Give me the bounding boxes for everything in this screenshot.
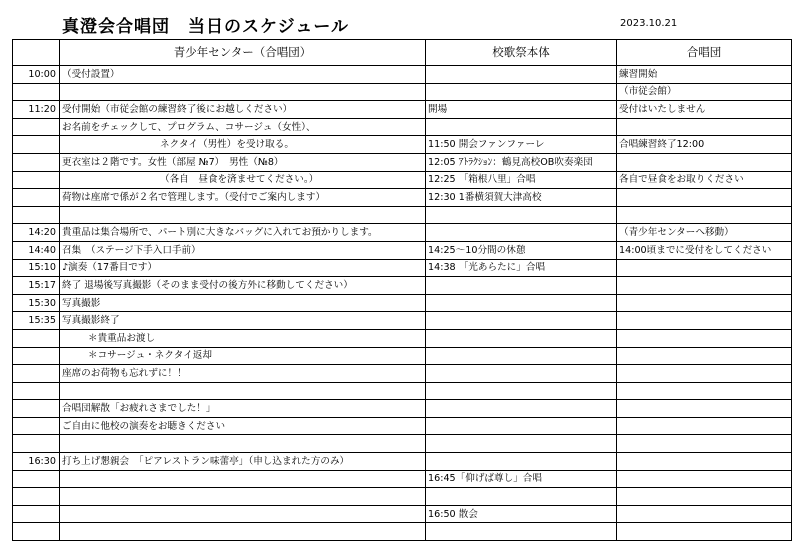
time-cell: 15:30 — [13, 294, 60, 312]
table-row — [13, 523, 792, 541]
youth-center-cell — [60, 435, 426, 453]
festival-cell — [426, 347, 617, 365]
time-cell — [13, 153, 60, 171]
table-header-row — [13, 40, 792, 66]
choir-cell — [617, 189, 792, 207]
table-row — [13, 241, 792, 259]
youth-center-cell — [60, 523, 426, 541]
time-cell: 15:10 — [13, 259, 60, 277]
table-row — [13, 206, 792, 224]
choir-cell: 練習開始 — [617, 66, 792, 84]
document-date: 2023.10.21 — [620, 18, 678, 29]
festival-cell — [426, 453, 617, 471]
time-cell — [13, 206, 60, 224]
choir-cell — [617, 153, 792, 171]
table-row — [13, 417, 792, 435]
table-row — [13, 294, 792, 312]
time-cell: 14:20 — [13, 224, 60, 242]
choir-cell: 14:00頃までに受付をしてください — [617, 241, 792, 259]
festival-cell: 12:25 「箱根八里」合唱 — [426, 171, 617, 189]
table-row — [13, 347, 792, 365]
youth-center-cell: お名前をチェックして、プログラム、コサージュ（女性）、 — [60, 118, 426, 136]
choir-cell: 合唱練習終了12:00 — [617, 136, 792, 154]
page-title: 真澄会合唱団 当日のスケジュール — [62, 17, 349, 37]
time-cell — [13, 365, 60, 383]
festival-cell: 11:50 開会ファンファーレ — [426, 136, 617, 154]
youth-center-cell — [60, 470, 426, 488]
column-header-time — [13, 40, 60, 66]
youth-center-cell: 受付開始（市従会館の練習終了後にお越しください） — [60, 101, 426, 119]
youth-center-cell: ＊コサージュ・ネクタイ返却 — [60, 347, 426, 365]
festival-cell — [426, 417, 617, 435]
youth-center-cell: 写真撮影終了 — [60, 312, 426, 330]
table-row — [13, 312, 792, 330]
youth-center-cell: 荷物は座席で係が２名で管理します。（受付でご案内します） — [60, 189, 426, 207]
choir-cell — [617, 259, 792, 277]
youth-center-cell — [60, 505, 426, 523]
youth-center-cell: ご自由に他校の演奏をお聴きください — [60, 417, 426, 435]
youth-center-cell: 終了 退場後写真撮影（そのまま受付の後方外に移動してください） — [60, 277, 426, 295]
festival-cell: 16:50 散会 — [426, 505, 617, 523]
choir-cell: 受付はいたしません — [617, 101, 792, 119]
time-cell — [13, 417, 60, 435]
festival-cell: 12:30 1番横須賀大津高校 — [426, 189, 617, 207]
youth-center-cell: （受付設置） — [60, 66, 426, 84]
youth-center-cell: 合唱団解散「お疲れさまでした！」 — [60, 400, 426, 418]
festival-cell — [426, 400, 617, 418]
column-header-school-song-festival: 校歌祭本体 — [426, 40, 617, 66]
choir-cell — [617, 206, 792, 224]
festival-cell — [426, 66, 617, 84]
choir-cell — [617, 435, 792, 453]
table-row — [13, 382, 792, 400]
youth-center-cell: 貴重品は集合場所で、パート別に大きなバッグに入れてお預かりします。 — [60, 224, 426, 242]
choir-cell: （市従会館） — [617, 83, 792, 101]
column-header-youth-center: 青少年センター（合唱団） — [60, 40, 426, 66]
festival-cell — [426, 224, 617, 242]
table-row — [13, 101, 792, 119]
choir-cell — [617, 382, 792, 400]
table-row — [13, 259, 792, 277]
table-row — [13, 171, 792, 189]
time-cell — [13, 189, 60, 207]
choir-cell — [617, 118, 792, 136]
table-row — [13, 329, 792, 347]
time-cell — [13, 488, 60, 506]
time-cell: 11:20 — [13, 101, 60, 119]
choir-cell — [617, 329, 792, 347]
festival-cell: 開場 — [426, 101, 617, 119]
festival-cell — [426, 83, 617, 101]
youth-center-cell: （各自 昼食を済ませてください。） — [60, 171, 426, 189]
table-row — [13, 400, 792, 418]
youth-center-cell: 更衣室は２階です。女性（部屋 №7） 男性（№8） — [60, 153, 426, 171]
time-cell: 14:40 — [13, 241, 60, 259]
festival-cell: 14:38 「光あらたに」合唱 — [426, 259, 617, 277]
time-cell: 16:30 — [13, 453, 60, 471]
table-row — [13, 118, 792, 136]
table-row — [13, 470, 792, 488]
time-cell — [13, 118, 60, 136]
festival-cell: 14:25〜10分間の休憩 — [426, 241, 617, 259]
festival-cell — [426, 118, 617, 136]
table-row — [13, 136, 792, 154]
time-cell — [13, 347, 60, 365]
table-row — [13, 153, 792, 171]
festival-cell — [426, 312, 617, 330]
column-header-choir: 合唱団 — [617, 40, 792, 66]
choir-cell — [617, 365, 792, 383]
youth-center-cell: ♪演奏（17番目です） — [60, 259, 426, 277]
festival-cell — [426, 435, 617, 453]
time-cell — [13, 505, 60, 523]
table-row — [13, 83, 792, 101]
table-row — [13, 66, 792, 84]
festival-cell — [426, 365, 617, 383]
time-cell: 15:17 — [13, 277, 60, 295]
choir-cell — [617, 417, 792, 435]
time-cell — [13, 171, 60, 189]
festival-cell — [426, 294, 617, 312]
youth-center-cell: 写真撮影 — [60, 294, 426, 312]
table-row — [13, 435, 792, 453]
time-cell — [13, 470, 60, 488]
time-cell — [13, 83, 60, 101]
youth-center-cell — [60, 488, 426, 506]
choir-cell: （青少年センターへ移動） — [617, 224, 792, 242]
table-row — [13, 505, 792, 523]
choir-cell — [617, 347, 792, 365]
festival-cell — [426, 206, 617, 224]
table-row — [13, 488, 792, 506]
youth-center-cell — [60, 382, 426, 400]
table-row — [13, 189, 792, 207]
time-cell: 15:35 — [13, 312, 60, 330]
time-cell — [13, 329, 60, 347]
choir-cell — [617, 488, 792, 506]
choir-cell — [617, 277, 792, 295]
choir-cell — [617, 523, 792, 541]
choir-cell: 各自で昼食をお取りください — [617, 171, 792, 189]
festival-cell — [426, 277, 617, 295]
time-cell — [13, 523, 60, 541]
youth-center-cell: ネクタイ（男性）を受け取る。 — [60, 136, 426, 154]
festival-cell: 12:05 ｱﾄﾗｸｼｮﾝ：鶴見高校OB吹奏楽団 — [426, 153, 617, 171]
choir-cell — [617, 400, 792, 418]
time-cell: 10:00 — [13, 66, 60, 84]
time-cell — [13, 136, 60, 154]
choir-cell — [617, 294, 792, 312]
table-row — [13, 365, 792, 383]
youth-center-cell — [60, 206, 426, 224]
youth-center-cell: 打ち上げ懇親会 「ピアレストラン味蕾亭」（申し込まれた方のみ） — [60, 453, 426, 471]
table-row — [13, 224, 792, 242]
table-row — [13, 277, 792, 295]
time-cell — [13, 382, 60, 400]
festival-cell — [426, 329, 617, 347]
time-cell — [13, 400, 60, 418]
youth-center-cell — [60, 83, 426, 101]
festival-cell — [426, 488, 617, 506]
youth-center-cell: 召集 （ステージ下手入口手前） — [60, 241, 426, 259]
festival-cell — [426, 523, 617, 541]
youth-center-cell: 座席のお荷物も忘れずに！！ — [60, 365, 426, 383]
schedule-table — [12, 39, 792, 541]
table-row — [13, 453, 792, 471]
time-cell — [13, 435, 60, 453]
youth-center-cell: ＊貴重品お渡し — [60, 329, 426, 347]
festival-cell: 16:45「仰げば尊し」合唱 — [426, 470, 617, 488]
choir-cell — [617, 505, 792, 523]
choir-cell — [617, 453, 792, 471]
festival-cell — [426, 382, 617, 400]
choir-cell — [617, 312, 792, 330]
choir-cell — [617, 470, 792, 488]
